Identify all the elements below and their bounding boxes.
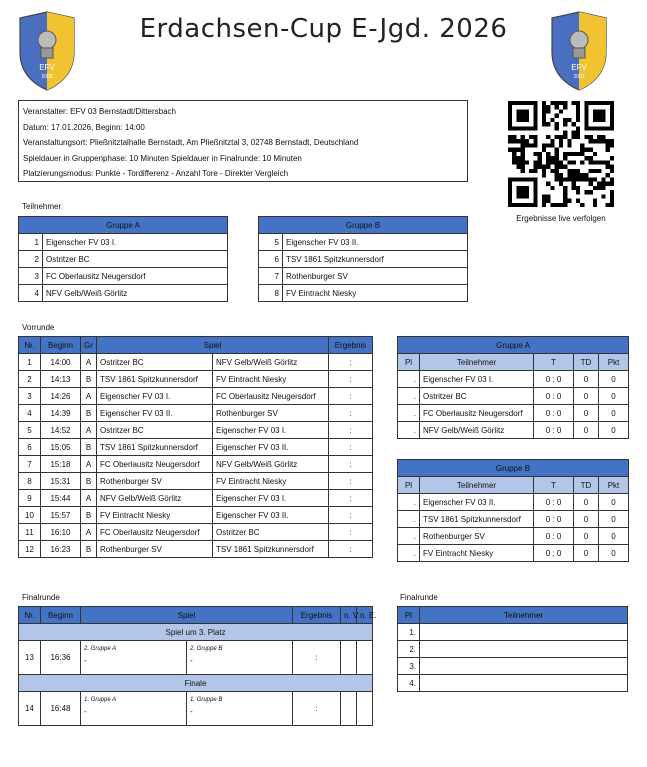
participant-name: Eigenscher FV 03 II. [283, 234, 468, 251]
game-away-team: TSV 1861 Spitzkunnersdorf [213, 541, 329, 558]
game-home-team: Rothenburger SV [97, 473, 213, 490]
game-group: B [81, 405, 97, 422]
game-result: : [329, 422, 373, 439]
final-home-team: - [84, 707, 87, 716]
standings-row [398, 528, 629, 545]
col-ne: n. E. [357, 607, 373, 624]
event-info-box [18, 100, 468, 182]
game-group: A [81, 456, 97, 473]
standings-goal-diff: 0 [574, 545, 599, 562]
game-result: : [329, 507, 373, 524]
standings-row [398, 405, 629, 422]
standings-goal-diff: 0 [574, 405, 599, 422]
final-standings-row [398, 624, 628, 641]
col-gruppe: Gr [81, 337, 97, 354]
game-time: 15:57 [41, 507, 81, 524]
final-game-number: 14 [19, 692, 41, 726]
participant-name: Rothenburger SV [283, 268, 468, 285]
col-spiel: Spiel [81, 607, 293, 624]
game-group: B [81, 507, 97, 524]
col-tore: T [534, 477, 574, 494]
game-row [19, 354, 373, 371]
participant-number: 2 [19, 251, 43, 268]
final-block-title: Finale [19, 675, 373, 692]
final-team [420, 641, 628, 658]
group-a-header: Gruppe A [19, 217, 228, 234]
game-group: A [81, 490, 97, 507]
goals-for: 0 [545, 514, 551, 524]
game-result: : [329, 524, 373, 541]
game-home-team: NFV Gelb/Weiß Görlitz [97, 490, 213, 507]
club-logo-left [16, 10, 78, 92]
final-away-label: 2. Gruppe B [190, 646, 223, 652]
standings-points: 0 [599, 371, 629, 388]
final-away-slot [187, 641, 293, 675]
participant-name: NFV Gelb/Weiß Görlitz [43, 285, 228, 302]
game-home-team: Ostritzer BC [97, 422, 213, 439]
game-row [19, 490, 373, 507]
shield-icon [16, 10, 78, 92]
final-block-header [19, 624, 373, 641]
final-place: 2. [398, 641, 420, 658]
final-block-header [19, 675, 373, 692]
goals-against: 0 [556, 374, 562, 384]
standings-team: FC Oberlausitz Neugersdorf [420, 405, 534, 422]
logo-year: 2003 [573, 74, 585, 80]
standings-goals: 0 : 0 [534, 422, 574, 439]
final-result: : [293, 641, 341, 675]
standings-row [398, 388, 629, 405]
standings-goals: 0 : 0 [534, 405, 574, 422]
game-time: 16:10 [41, 524, 81, 541]
col-td: TD [574, 477, 599, 494]
game-row [19, 371, 373, 388]
participant-row [19, 234, 228, 251]
game-group: A [81, 524, 97, 541]
standings-team: TSV 1861 Spitzkunnersdorf [420, 511, 534, 528]
game-away-team: FV Eintracht Niesky [213, 473, 329, 490]
game-group: B [81, 371, 97, 388]
game-time: 15:18 [41, 456, 81, 473]
final-overtime [341, 641, 357, 675]
participant-row [19, 285, 228, 302]
final-game-row [19, 641, 373, 675]
final-standings-row [398, 641, 628, 658]
final-team [420, 658, 628, 675]
standings-place: . [398, 405, 420, 422]
goals-for: 0 [545, 497, 551, 507]
participants-group-b [258, 216, 468, 302]
game-row [19, 524, 373, 541]
standings-goal-diff: 0 [574, 388, 599, 405]
game-row [19, 388, 373, 405]
standings-row [398, 422, 629, 439]
standings-goals: 0 : 0 [534, 371, 574, 388]
info-organizer: Veranstalter: EFV 03 Bernstadt/Dittersbach [23, 107, 176, 116]
col-nv: n. V. [341, 607, 357, 624]
game-home-team: FC Oberlausitz Neugersdorf [97, 524, 213, 541]
col-pkt: Pkt [599, 477, 629, 494]
page-title: Erdachsen-Cup E-Jgd. 2026 [139, 14, 508, 44]
game-group: A [81, 388, 97, 405]
game-group: B [81, 473, 97, 490]
goals-for: 0 [545, 548, 551, 558]
col-ergebnis: Ergebnis [329, 337, 373, 354]
teilnehmer-label: Teilnehmer [22, 202, 62, 211]
info-venue: Veranstaltungsort: Pließnitztalhalle Bernstadt, Am Pließnitztal 3, 02748 Bernstadt, Deutschland [23, 138, 359, 147]
group-b-header: Gruppe B [259, 217, 468, 234]
col-beginn: Beginn [41, 337, 81, 354]
standings-place: . [398, 371, 420, 388]
col-nr: Nr. [19, 337, 41, 354]
game-home-team: FC Oberlausitz Neugersdorf [97, 456, 213, 473]
standings-place: . [398, 422, 420, 439]
game-number: 1 [19, 354, 41, 371]
game-result: : [329, 371, 373, 388]
game-result: : [329, 541, 373, 558]
col-teilnehmer: Teilnehmer [420, 354, 534, 371]
standings-points: 0 [599, 545, 629, 562]
participant-row [259, 285, 468, 302]
vorrunde-label: Vorrunde [22, 323, 55, 332]
final-home-label: 2. Gruppe A [84, 646, 117, 652]
final-place: 1. [398, 624, 420, 641]
standings-goal-diff: 0 [574, 371, 599, 388]
participant-number: 3 [19, 268, 43, 285]
col-pl: Pl [398, 354, 420, 371]
col-teilnehmer: Teilnehmer [420, 477, 534, 494]
game-result: : [329, 388, 373, 405]
final-standings-label: Finalrunde [400, 593, 438, 602]
game-time: 14:52 [41, 422, 81, 439]
game-away-team: NFV Gelb/Weiß Görlitz [213, 456, 329, 473]
final-place: 4. [398, 675, 420, 692]
final-standings-row [398, 658, 628, 675]
info-duration: Spieldauer in Gruppenphase: 10 Minuten Spieldauer in Finalrunde: 10 Minuten [23, 153, 302, 163]
col-pkt: Pkt [599, 354, 629, 371]
participant-row [259, 251, 468, 268]
logo-text: EFV [39, 63, 55, 72]
final-away-team: - [190, 656, 193, 665]
col-spiel: Spiel [97, 337, 329, 354]
participant-name: FC Oberlausitz Neugersdorf [43, 268, 228, 285]
game-row [19, 456, 373, 473]
goals-for: 0 [545, 531, 551, 541]
participant-number: 8 [259, 285, 283, 302]
participant-number: 1 [19, 234, 43, 251]
game-result: : [329, 354, 373, 371]
final-block-title: Spiel um 3. Platz [19, 624, 373, 641]
participants-group-a [18, 216, 228, 302]
game-result: : [329, 405, 373, 422]
col-td: TD [574, 354, 599, 371]
participant-row [259, 234, 468, 251]
qr-code-icon [508, 100, 614, 208]
standings-points: 0 [599, 494, 629, 511]
final-away-team: - [190, 707, 193, 716]
final-penalties [357, 641, 373, 675]
game-result: : [329, 473, 373, 490]
game-time: 15:05 [41, 439, 81, 456]
game-away-team: Eigenscher FV 03 I. [213, 422, 329, 439]
finalrunde-label: Finalrunde [22, 593, 60, 602]
game-number: 12 [19, 541, 41, 558]
participant-name: Eigenscher FV 03 I. [43, 234, 228, 251]
standings-team: Ostritzer BC [420, 388, 534, 405]
col-beginn: Beginn [41, 607, 81, 624]
game-row [19, 473, 373, 490]
standings-goal-diff: 0 [574, 511, 599, 528]
participant-name: TSV 1861 Spitzkunnersdorf [283, 251, 468, 268]
shield-icon [548, 10, 610, 92]
standings-place: . [398, 545, 420, 562]
game-row [19, 541, 373, 558]
game-home-team: Rothenburger SV [97, 541, 213, 558]
final-overtime [341, 692, 357, 726]
finalrunde-table [18, 606, 377, 726]
logo-year: 2003 [41, 74, 53, 80]
game-number: 9 [19, 490, 41, 507]
final-away-label: 1. Gruppe B [190, 697, 223, 703]
game-number: 3 [19, 388, 41, 405]
standings-points: 0 [599, 388, 629, 405]
game-result: : [329, 490, 373, 507]
final-place: 3. [398, 658, 420, 675]
standings-goals: 0 : 0 [534, 511, 574, 528]
club-logo-right [548, 10, 610, 92]
standings-points: 0 [599, 528, 629, 545]
info-date: Datum: 17.01.2026, Beginn: 14:00 [23, 122, 145, 132]
vorrunde-table [18, 336, 373, 558]
game-away-team: FC Oberlausitz Neugersdorf [213, 388, 329, 405]
standings-row [398, 494, 629, 511]
game-time: 15:31 [41, 473, 81, 490]
game-row [19, 439, 373, 456]
game-time: 14:26 [41, 388, 81, 405]
goals-for: 0 [545, 425, 551, 435]
goals-for: 0 [545, 374, 551, 384]
goals-against: 0 [556, 548, 562, 558]
game-time: 16:23 [41, 541, 81, 558]
col-pl: Pl [398, 477, 420, 494]
standings-points: 0 [599, 511, 629, 528]
standings-a-header: Gruppe A [398, 337, 629, 354]
final-standings-table [397, 606, 628, 692]
participant-number: 6 [259, 251, 283, 268]
goals-against: 0 [556, 531, 562, 541]
standings-place: . [398, 528, 420, 545]
game-number: 6 [19, 439, 41, 456]
qr-code[interactable] [508, 100, 614, 208]
final-game-time: 16:48 [41, 692, 81, 726]
game-row [19, 422, 373, 439]
game-home-team: Eigenscher FV 03 I. [97, 388, 213, 405]
game-number: 2 [19, 371, 41, 388]
standings-goals: 0 : 0 [534, 545, 574, 562]
game-home-team: TSV 1861 Spitzkunnersdorf [97, 371, 213, 388]
game-time: 15:44 [41, 490, 81, 507]
final-game-number: 13 [19, 641, 41, 675]
standings-points: 0 [599, 405, 629, 422]
standings-points: 0 [599, 422, 629, 439]
game-home-team: FV Eintracht Niesky [97, 507, 213, 524]
goals-against: 0 [556, 497, 562, 507]
game-group: A [81, 422, 97, 439]
standings-group-a [397, 336, 629, 439]
game-number: 7 [19, 456, 41, 473]
game-group: B [81, 541, 97, 558]
logo-text: EFV [571, 63, 587, 72]
final-standings-row [398, 675, 628, 692]
final-team [420, 624, 628, 641]
final-home-label: 1. Gruppe A [84, 697, 117, 703]
goals-for: 0 [545, 408, 551, 418]
info-ranking-mode: Platzierungsmodus: Punkte - Tordifferenz - Anzahl Tore - Direkter Vergleich [23, 169, 289, 178]
standings-row [398, 545, 629, 562]
standings-team: NFV Gelb/Weiß Görlitz [420, 422, 534, 439]
standings-goals: 0 : 0 [534, 388, 574, 405]
participant-row [19, 251, 228, 268]
participant-name: FV Eintracht Niesky [283, 285, 468, 302]
goals-against: 0 [556, 425, 562, 435]
standings-team: Eigenscher FV 03 I. [420, 371, 534, 388]
participant-row [259, 268, 468, 285]
col-nr: Nr. [19, 607, 41, 624]
game-row [19, 507, 373, 524]
final-home-slot [81, 641, 187, 675]
standings-place: . [398, 388, 420, 405]
standings-b-header: Gruppe B [398, 460, 629, 477]
standings-goals: 0 : 0 [534, 494, 574, 511]
col-pl: Pl [398, 607, 420, 624]
game-home-team: TSV 1861 Spitzkunnersdorf [97, 439, 213, 456]
final-team [420, 675, 628, 692]
game-number: 11 [19, 524, 41, 541]
game-away-team: FV Eintracht Niesky [213, 371, 329, 388]
standings-goal-diff: 0 [574, 422, 599, 439]
game-time: 14:13 [41, 371, 81, 388]
game-away-team: Rothenburger SV [213, 405, 329, 422]
standings-row [398, 511, 629, 528]
game-home-team: Eigenscher FV 03 II. [97, 405, 213, 422]
standings-row [398, 371, 629, 388]
final-home-team: - [84, 656, 87, 665]
standings-team: Rothenburger SV [420, 528, 534, 545]
game-time: 14:39 [41, 405, 81, 422]
game-away-team: Eigenscher FV 03 II. [213, 439, 329, 456]
qr-caption: Ergebnisse live verfolgen [516, 214, 606, 223]
game-time: 14:00 [41, 354, 81, 371]
game-away-team: Eigenscher FV 03 II. [213, 507, 329, 524]
game-away-team: Ostritzer BC [213, 524, 329, 541]
col-tore: T [534, 354, 574, 371]
standings-goal-diff: 0 [574, 494, 599, 511]
col-teilnehmer: Teilnehmer [420, 607, 628, 624]
participant-number: 5 [259, 234, 283, 251]
col-ergebnis: Ergebnis [293, 607, 341, 624]
final-away-slot [187, 692, 293, 726]
game-home-team: Ostritzer BC [97, 354, 213, 371]
participant-number: 7 [259, 268, 283, 285]
game-away-team: NFV Gelb/Weiß Görlitz [213, 354, 329, 371]
standings-goal-diff: 0 [574, 528, 599, 545]
game-away-team: Eigenscher FV 03 I. [213, 490, 329, 507]
game-row [19, 405, 373, 422]
final-penalties [357, 692, 373, 726]
goals-against: 0 [556, 408, 562, 418]
game-group: A [81, 354, 97, 371]
game-group: B [81, 439, 97, 456]
game-result: : [329, 439, 373, 456]
standings-goals: 0 : 0 [534, 528, 574, 545]
standings-place: . [398, 494, 420, 511]
goals-against: 0 [556, 514, 562, 524]
game-number: 4 [19, 405, 41, 422]
game-number: 5 [19, 422, 41, 439]
standings-team: FV Eintracht Niesky [420, 545, 534, 562]
goals-for: 0 [545, 391, 551, 401]
final-game-time: 16:36 [41, 641, 81, 675]
standings-place: . [398, 511, 420, 528]
final-game-row [19, 692, 373, 726]
game-number: 10 [19, 507, 41, 524]
final-result: : [293, 692, 341, 726]
standings-team: Eigenscher FV 03 II. [420, 494, 534, 511]
goals-against: 0 [556, 391, 562, 401]
participant-row [19, 268, 228, 285]
participant-number: 4 [19, 285, 43, 302]
game-result: : [329, 456, 373, 473]
standings-group-b [397, 459, 629, 562]
participant-name: Ostritzer BC [43, 251, 228, 268]
final-home-slot [81, 692, 187, 726]
game-number: 8 [19, 473, 41, 490]
